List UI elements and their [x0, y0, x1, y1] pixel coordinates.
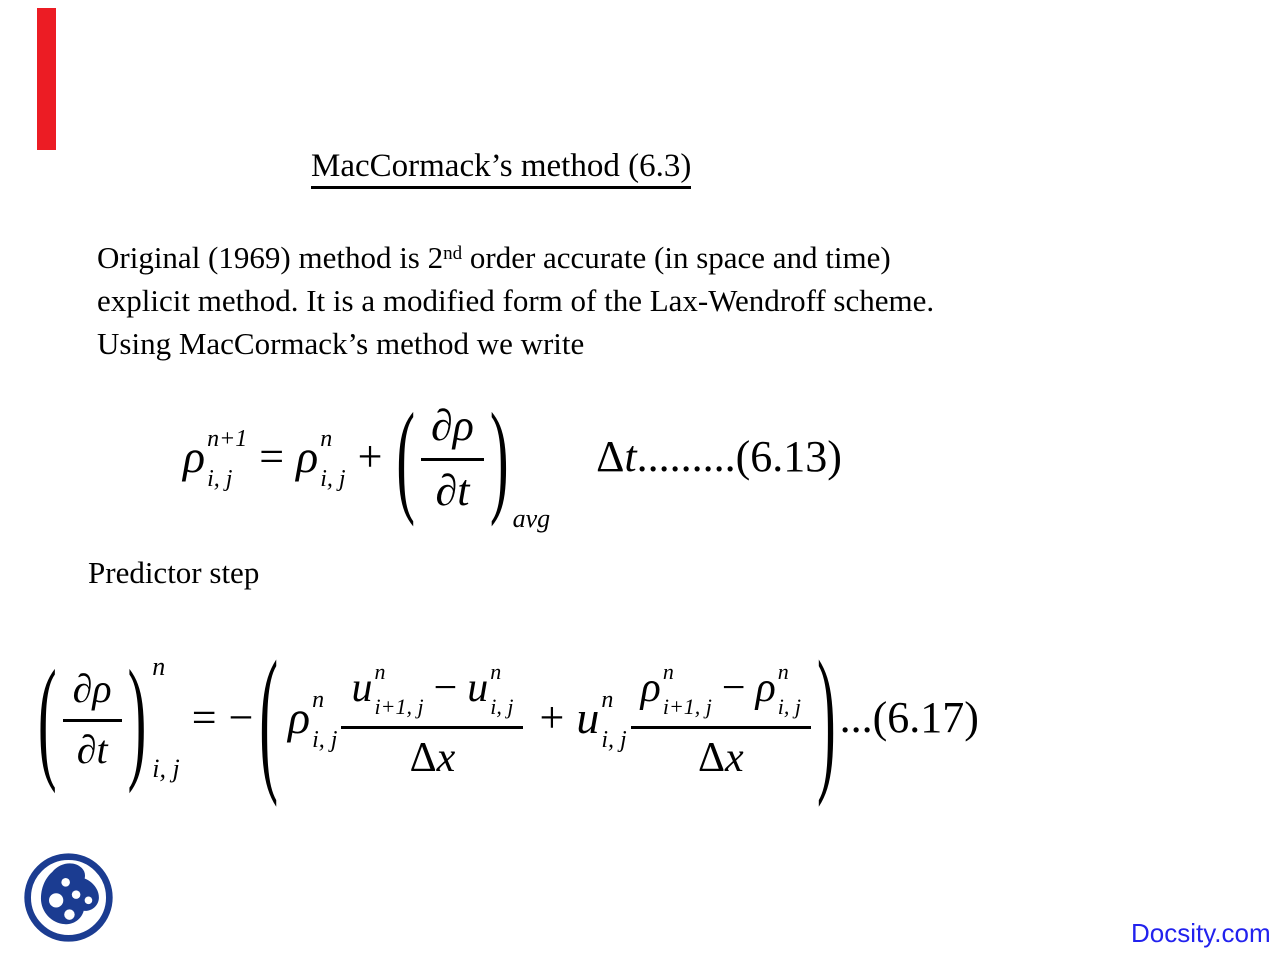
paragraph-line-1: [97, 232, 934, 279]
superscript: n+1: [207, 426, 248, 452]
t-variable: t: [624, 432, 637, 481]
paren-open: (: [396, 389, 416, 529]
ordinal-superscript: nd: [443, 243, 463, 264]
paren-close: ): [817, 630, 836, 810]
rho-term: [288, 686, 338, 753]
partial-t: ∂t: [76, 726, 108, 772]
script-stack: [374, 661, 423, 718]
partial-rho: ∂ρ: [431, 400, 474, 450]
u-forward-term: [351, 659, 424, 719]
script-stack: [601, 688, 626, 752]
x-variable: x: [436, 735, 456, 781]
delta-symbol: Δ: [409, 735, 437, 781]
equals-sign: =: [259, 432, 285, 481]
script-stack: [207, 427, 247, 491]
paren-open: (: [259, 630, 279, 810]
paren-close: ): [127, 644, 147, 796]
minus-sign: −: [228, 693, 254, 742]
subscript: i, j: [312, 727, 338, 753]
u-center-term: [467, 659, 514, 719]
u-symbol: u: [467, 664, 489, 711]
accent-bar: [37, 8, 56, 150]
u-term: [576, 686, 627, 753]
superscript: n: [490, 659, 502, 684]
subscript: i, j: [207, 466, 233, 492]
paren-close: ): [489, 389, 509, 529]
rho-forward-term: [640, 659, 712, 719]
rho-symbol: ρ: [296, 431, 319, 482]
u-symbol: u: [351, 664, 373, 711]
intro-paragraph: [97, 232, 934, 365]
subscript: i, j: [490, 694, 514, 719]
minus-sign: −: [721, 664, 746, 711]
subscript: i, j: [152, 754, 180, 783]
delta-symbol: Δ: [596, 432, 625, 481]
subscript: i+1, j: [374, 694, 424, 719]
delta-symbol: Δ: [697, 735, 725, 781]
partial-t: ∂t: [435, 465, 470, 515]
equation-tail: [596, 432, 842, 481]
time-derivative-fraction: [63, 667, 122, 770]
equals-sign: =: [191, 693, 217, 742]
script-stack: [320, 427, 345, 491]
plus-sign: +: [539, 693, 565, 742]
script-stack: [663, 661, 712, 718]
rho-center-term: [755, 659, 801, 719]
superscript: n: [374, 659, 386, 684]
script-stack: [490, 661, 513, 718]
paragraph-line-2: explicit method. It is a modified form of the Lax-Wendroff scheme.: [97, 283, 935, 318]
avg-subscript: avg: [512, 504, 551, 533]
rho-symbol: ρ: [755, 664, 776, 711]
rho-symbol: ρ: [288, 692, 311, 743]
superscript: n: [312, 687, 325, 713]
rho-current-step-term: [296, 425, 346, 492]
subscript: i, j: [320, 466, 346, 492]
equation-6-17: [36, 630, 979, 810]
rho-symbol: ρ: [640, 664, 661, 711]
superscript: n: [152, 652, 166, 681]
partial-rho: ∂ρ: [72, 665, 112, 711]
slide-title: [311, 147, 691, 187]
equation-number-6-13: .........(6.13): [636, 432, 842, 481]
equation-6-13: [183, 386, 842, 533]
velocity-difference-fraction: [341, 657, 523, 779]
paragraph-line-3: Using MacCormack’s method we write: [97, 326, 585, 361]
predictor-step-label: Predictor step: [88, 555, 260, 590]
x-variable: x: [725, 735, 744, 781]
equation-number-6-17: ...(6.17): [839, 693, 979, 742]
superscript: n: [601, 687, 614, 713]
docsity-link[interactable]: Docsity.com: [1131, 918, 1271, 948]
superscript: n: [662, 659, 674, 684]
docsity-logo-icon: [21, 850, 116, 945]
paragraph-text: order accurate (in space and time): [462, 240, 891, 275]
time-derivative-fraction: [421, 402, 484, 513]
rho-symbol: ρ: [183, 431, 206, 482]
lhs-derivative-group: [36, 644, 180, 796]
subscript: i+1, j: [662, 694, 712, 719]
slide-title-text: MacCormack’s method (6.3): [311, 148, 691, 189]
script-stack: [152, 654, 179, 782]
superscript: n: [320, 426, 333, 452]
paren-open: (: [38, 644, 57, 796]
density-difference-fraction: [631, 657, 811, 779]
plus-sign: +: [357, 432, 383, 481]
minus-sign: −: [433, 664, 458, 711]
paragraph-text: Original (1969) method is 2: [97, 240, 444, 275]
rho-next-step-term: [183, 425, 248, 492]
script-stack: [778, 661, 801, 718]
script-stack: [312, 688, 337, 752]
u-symbol: u: [576, 692, 600, 743]
subscript: i, j: [777, 694, 801, 719]
superscript: n: [777, 659, 789, 684]
subscript: i, j: [601, 727, 627, 753]
